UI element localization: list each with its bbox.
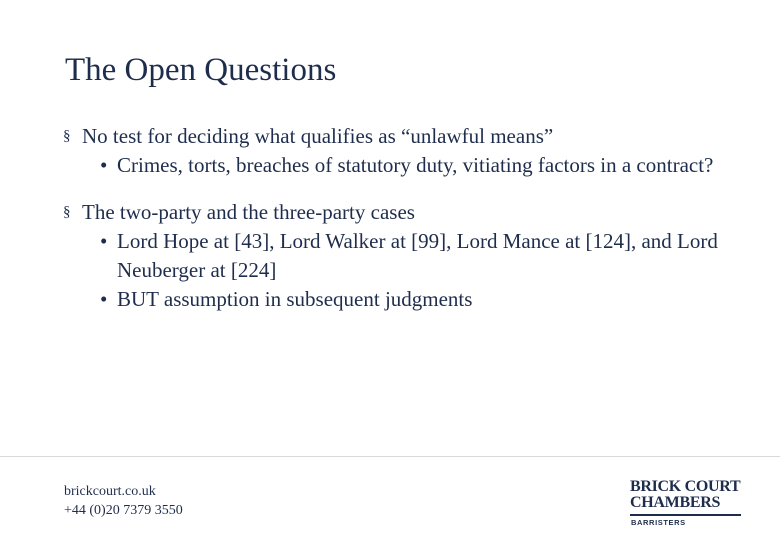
- footer: [0, 456, 780, 540]
- bullet-text: No test for deciding what qualifies as “unlawful means”: [82, 124, 554, 148]
- section-marker-icon: §: [63, 128, 71, 144]
- sub-bullet-item: [63, 285, 743, 314]
- bullet-text: The two-party and the three-party cases: [82, 200, 415, 224]
- bullet-dot-icon: •: [100, 153, 108, 177]
- sub-bullet-item: [63, 227, 743, 285]
- contact-info: [64, 482, 183, 520]
- bullet-dot-icon: •: [100, 229, 108, 253]
- section-marker-icon: §: [63, 204, 71, 220]
- brick-court-chambers-logo: [630, 479, 742, 527]
- logo-rule: [630, 514, 741, 516]
- slide-content: [63, 122, 743, 332]
- website-link[interactable]: brickcourt.co.uk: [64, 484, 156, 499]
- bullet-item: [63, 198, 743, 227]
- slide-title: The Open Questions: [65, 52, 337, 88]
- sub-bullet-item: [63, 151, 743, 180]
- bullet-dot-icon: •: [100, 287, 108, 311]
- sub-bullet-text: Crimes, torts, breaches of statutory duty, vitiating factors in a contract?: [117, 153, 714, 177]
- logo-line-2: CHAMBERS: [630, 494, 721, 511]
- logo-line-3: BARRISTERS: [631, 518, 686, 527]
- bullet-item: [63, 122, 743, 151]
- bullet-group-2: [63, 198, 743, 314]
- sub-bullet-text: BUT assumption in subsequent judgments: [117, 287, 473, 311]
- sub-bullet-text: Lord Hope at [43], Lord Walker at [99], Lord Mance at [124], and Lord Neuberger at [224]: [117, 229, 718, 282]
- logo-line-1: BRICK COURT: [630, 478, 741, 495]
- phone-number: +44 (0)20 7379 3550: [64, 503, 183, 518]
- bullet-group-1: [63, 122, 743, 180]
